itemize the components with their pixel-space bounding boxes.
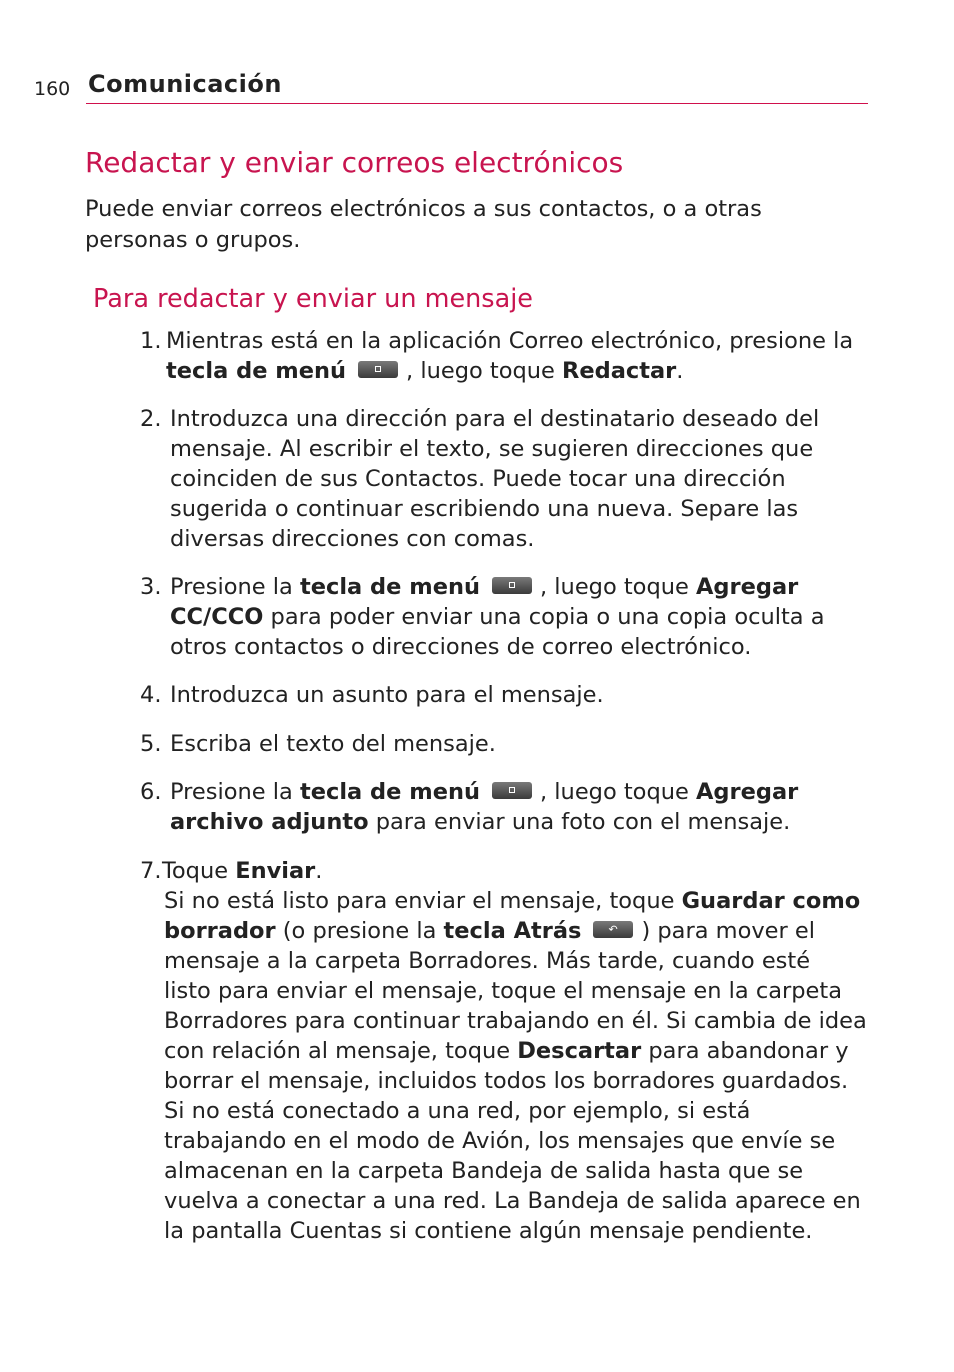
step-5 [140,729,496,759]
step-line [140,916,867,946]
step-text: Toque [162,858,236,884]
intro-line: personas o grupos. [85,227,301,253]
step-line [140,356,853,386]
header-divider [86,103,868,104]
step-7 [140,856,867,1246]
step-line: diversas direcciones con comas. [170,526,535,552]
step-line [140,856,867,886]
compose-option-label: Redactar [562,358,677,384]
step-number: 5. [140,731,162,757]
step-text: (o presione la [275,918,444,944]
step-text: . [315,858,323,884]
step-text: Si no está listo para enviar el mensaje, toque [164,888,682,914]
add-attachment-option-label: Agregar [695,779,799,805]
menu-key-label: tecla de menú [166,358,347,384]
step-line: coinciden de sus Contactos. Puede tocar una dirección [170,466,786,492]
add-attachment-option-label: archivo adjunto [170,809,369,835]
step-3 [140,572,825,662]
step-text: Presione la [170,779,300,805]
step-line: otros contactos o direcciones de correo electrónico. [170,634,752,660]
menu-key-label: tecla de menú [299,779,480,805]
step-line [140,777,798,807]
step-line: Introduzca un asunto para el mensaje. [170,682,604,708]
page-number: 160 [34,78,71,100]
step-line [140,886,867,916]
back-key-icon [593,921,633,938]
step-text: . [676,358,684,384]
step-line: Borradores para continuar trabajando en él. Si cambia de idea [164,1008,867,1034]
step-line: la pantalla Cuentas si contiene algún mensaje pendiente. [164,1218,813,1244]
step-1 [140,326,853,386]
step-number: 6. [140,779,162,805]
intro-line: Puede enviar correos electrónicos a sus contactos, o a otras [85,196,762,222]
subsection-title: Para redactar y enviar un mensaje [93,284,533,314]
step-line: almacenan en la carpeta Bandeja de salida hasta que se [164,1158,804,1184]
step-6 [140,777,798,837]
discard-option-label: Descartar [517,1038,642,1064]
step-text: , luego toque [540,574,696,600]
step-text: , luego toque [406,358,563,384]
save-draft-option-label: Guardar como [681,888,861,914]
step-4 [140,680,604,710]
step-line: vuelva a conectar a una red. La Bandeja de salida aparece en [164,1188,861,1214]
step-text: Presione la [170,574,300,600]
step-line: sugerida o continuar escribiendo una nueva. Separe las [170,496,799,522]
step-number: 3. [140,574,162,600]
menu-key-icon [492,577,532,594]
step-line: trabajando en el modo de Avión, los mensajes que envíe se [164,1128,836,1154]
menu-key-icon [358,361,398,378]
step-text: con relación al mensaje, toque [164,1038,518,1064]
step-line [140,572,825,602]
step-line: listo para enviar el mensaje, toque el mensaje en la carpeta [164,978,842,1004]
step-line: borrar el mensaje, incluidos todos los borradores guardados. [164,1068,849,1094]
section-title: Comunicación [88,70,282,98]
step-line: Si no está conectado a una red, por ejemplo, si está [164,1098,751,1124]
add-cc-option-label: CC/CCO [170,604,264,630]
step-line: mensaje a la carpeta Borradores. Más tarde, cuando esté [164,948,811,974]
step-line: Introduzca una dirección para el destinatario deseado del [170,406,820,432]
step-text: , luego toque [540,779,696,805]
step-number: 2. [140,406,162,432]
send-option-label: Enviar [235,858,316,884]
step-number: 4. [140,682,162,708]
step-line [140,602,825,632]
step-text: para abandonar y [641,1038,849,1064]
menu-key-icon [492,782,532,799]
menu-key-label: tecla de menú [299,574,480,600]
step-text: ) para mover el [641,918,815,944]
step-line: Escriba el texto del mensaje. [170,731,496,757]
intro-paragraph [85,194,845,256]
page-title: Redactar y enviar correos electrónicos [85,146,624,179]
add-cc-option-label: Agregar [695,574,799,600]
step-text: para enviar una foto con el mensaje. [368,809,791,835]
step-number: 1. [140,328,162,354]
save-draft-option-label: borrador [164,918,276,944]
step-line [140,1036,867,1066]
step-line: mensaje. Al escribir el texto, se sugieren direcciones que [170,436,814,462]
step-2 [140,404,819,554]
step-number: 7. [140,858,162,884]
step-text: para poder enviar una copia o una copia oculta a [263,604,825,630]
step-line: Mientras está en la aplicación Correo electrónico, presione la [166,328,854,354]
step-line [140,807,798,837]
back-key-label: tecla Atrás [443,918,582,944]
